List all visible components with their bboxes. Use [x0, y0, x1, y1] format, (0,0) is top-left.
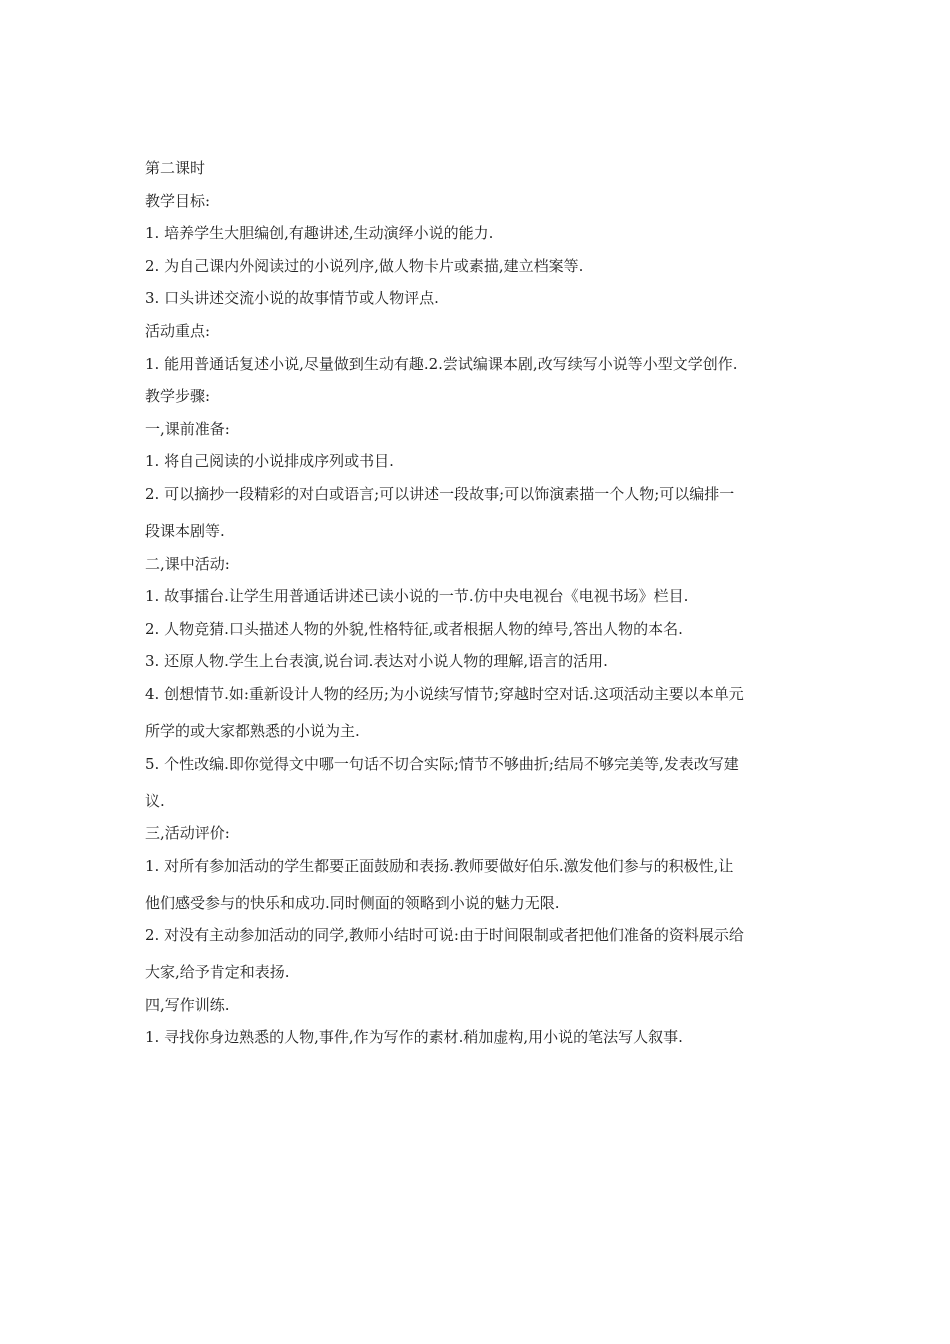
- activity-item-continued: 议.: [145, 791, 165, 810]
- step-heading: 四,写作训练.: [145, 995, 230, 1014]
- evaluation-item-continued: 大家,给予肯定和表扬.: [145, 963, 290, 982]
- section-heading-objectives: 教学目标:: [145, 191, 211, 210]
- evaluation-item: 1. 对所有参加活动的学生都要正面鼓励和表扬.教师要做好伯乐.激发他们参与的积极性,让: [145, 856, 734, 875]
- step-item-continued: 段课本剧等.: [145, 521, 225, 540]
- lesson-title: 第二课时: [145, 159, 206, 177]
- activity-item: 1. 故事擂台.让学生用普通话讲述已读小说的一节.仿中央电视台《电视书场》栏目.: [145, 587, 689, 606]
- objective-item: 3. 口头讲述交流小说的故事情节或人物评点.: [145, 289, 439, 308]
- step-heading: 二,课中活动:: [145, 554, 230, 573]
- step-heading: 三,活动评价:: [145, 824, 230, 843]
- step-heading: 一,课前准备:: [145, 419, 230, 438]
- evaluation-item-continued: 他们感受参与的快乐和成功.同时侧面的领略到小说的魅力无限.: [145, 893, 560, 912]
- objective-item: 1. 培养学生大胆编创,有趣讲述,生动演绎小说的能力.: [145, 224, 494, 243]
- activity-item: 4. 创想情节.如:重新设计人物的经历;为小说续写情节;穿越时空对话.这项活动主要以本单元: [145, 684, 744, 703]
- activity-item: 5. 个性改编.即你觉得文中哪一句话不切合实际;情节不够曲折;结局不够完美等,发表改写建: [145, 754, 739, 773]
- objective-item: 2. 为自己课内外阅读过的小说列序,做人物卡片或素描,建立档案等.: [145, 256, 584, 275]
- document-body: [145, 158, 815, 1047]
- activity-item: 3. 还原人物.学生上台表演,说台词.表达对小说人物的理解,语言的活用.: [145, 652, 608, 671]
- focus-item: 1. 能用普通话复述小说,尽量做到生动有趣.2.尝试编课本剧,改写续写小说等小型文学创作.: [145, 354, 738, 373]
- activity-item: 2. 人物竞猜.口头描述人物的外貌,性格特征,或者根据人物的绰号,答出人物的本名.: [145, 619, 683, 638]
- section-heading-focus: 活动重点:: [145, 321, 211, 340]
- step-item: 2. 可以摘抄一段精彩的对白或语言;可以讲述一段故事;可以饰演素描一个人物;可以编排一: [145, 484, 735, 503]
- activity-item-continued: 所学的或大家都熟悉的小说为主.: [145, 721, 360, 740]
- evaluation-item: 2. 对没有主动参加活动的同学,教师小结时可说:由于时间限制或者把他们准备的资料展示给: [145, 926, 744, 945]
- step-item: 1. 将自己阅读的小说排成序列或书目.: [145, 452, 394, 471]
- writing-item: 1. 寻找你身边熟悉的人物,事件,作为写作的素材.稍加虚构,用小说的笔法写人叙事.: [145, 1028, 683, 1047]
- section-heading-steps: 教学步骤:: [145, 387, 211, 406]
